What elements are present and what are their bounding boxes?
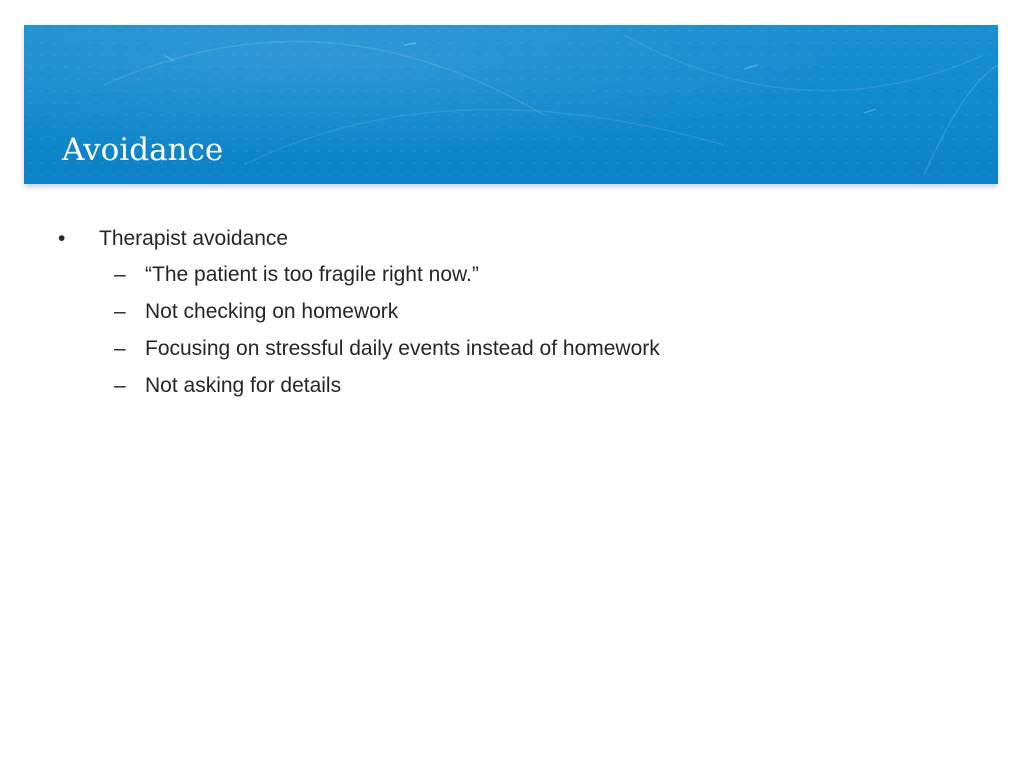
dash-marker: – [114, 337, 126, 360]
bullet-item [58, 222, 978, 256]
sub-bullet-item [58, 293, 978, 330]
bullet-list [58, 222, 978, 404]
dash-marker: – [114, 300, 126, 323]
sub-bullet-text: Focusing on stressful daily events instead of homework [145, 337, 660, 360]
sub-bullet-item [58, 330, 978, 367]
slide-title: Avoidance [62, 132, 224, 168]
sub-bullet-item [58, 256, 978, 293]
dash-marker: – [114, 263, 126, 286]
sub-bullet-text: Not checking on homework [145, 300, 399, 323]
sub-bullet-text: “The patient is too fragile right now.” [145, 263, 479, 286]
sub-bullet-item [58, 367, 978, 404]
sub-bullet-text: Not asking for details [145, 374, 342, 397]
bullet-marker: • [58, 227, 66, 250]
dash-marker: – [114, 374, 126, 397]
bullet-text: Therapist avoidance [99, 227, 289, 250]
title-banner [24, 25, 998, 184]
